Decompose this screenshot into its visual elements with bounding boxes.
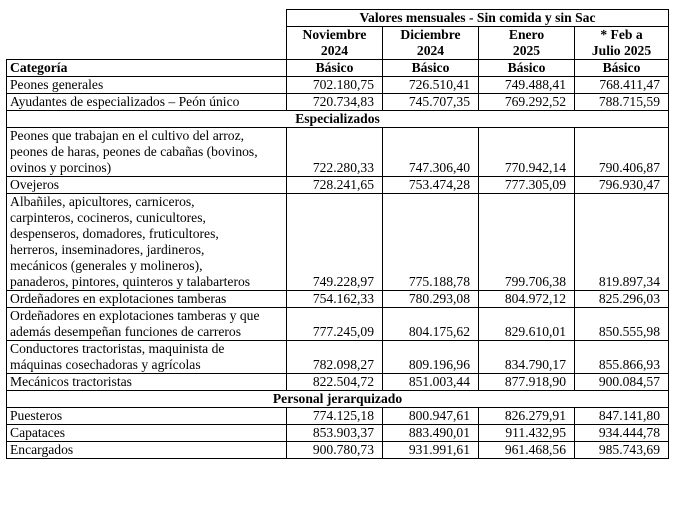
row-label-line: Ordeñadores en explotaciones tamberas <box>10 291 227 306</box>
period-header <box>383 27 479 60</box>
value-cell: 722.280,33 <box>287 128 383 177</box>
value-cell: 790.406,87 <box>575 128 669 177</box>
row-label <box>7 194 287 291</box>
value-cell: 796.930,47 <box>575 177 669 194</box>
value-cell: 900.084,57 <box>575 374 669 391</box>
row-label-line: Peones que trabajan en el cultivo del arroz, <box>10 128 245 143</box>
value-cell: 850.555,98 <box>575 308 669 341</box>
row-label-line: Ordeñadores en explotaciones tamberas y que <box>10 308 260 323</box>
table-row <box>7 291 669 308</box>
salary-table <box>6 9 669 459</box>
value-cell: 774.125,18 <box>287 408 383 425</box>
group-header: Valores mensuales - Sin comida y sin Sac <box>287 10 669 27</box>
row-label-line: además desempeñan funciones de carreros <box>10 324 241 339</box>
period-header-line: 2024 <box>320 43 349 58</box>
section-title: Especializados <box>7 111 669 128</box>
row-label <box>7 128 287 177</box>
basico-header: Básico <box>287 60 383 77</box>
row-label <box>7 408 287 425</box>
value-cell: 855.866,93 <box>575 341 669 374</box>
row-label-line: Peones generales <box>10 77 104 92</box>
salary-table-container <box>6 9 669 459</box>
row-label-line: Puesteros <box>10 408 63 423</box>
basico-header: Básico <box>575 60 669 77</box>
row-label <box>7 177 287 194</box>
row-label-line: ovinos y porcinos) <box>10 160 112 175</box>
value-cell: 853.903,37 <box>287 425 383 442</box>
category-header: Categoría <box>7 60 287 77</box>
value-cell: 961.468,56 <box>479 442 575 459</box>
value-cell: 800.947,61 <box>383 408 479 425</box>
value-cell: 834.790,17 <box>479 341 575 374</box>
table-row <box>7 194 669 291</box>
row-label-line: panaderos, pintores, quinteros y talabarteros <box>10 274 251 289</box>
row-label-line: peones de haras, peones de cabañas (bovinos, <box>10 144 258 159</box>
value-cell: 747.306,40 <box>383 128 479 177</box>
table-row <box>7 425 669 442</box>
column-label-row <box>7 60 669 77</box>
basico-header: Básico <box>479 60 575 77</box>
row-label-line: carpinteros, cocineros, cunicultores, <box>10 210 206 225</box>
table-row <box>7 341 669 374</box>
value-cell: 883.490,01 <box>383 425 479 442</box>
value-cell: 822.504,72 <box>287 374 383 391</box>
section-row <box>7 111 669 128</box>
value-cell: 754.162,33 <box>287 291 383 308</box>
row-label <box>7 425 287 442</box>
period-header-line: Noviembre <box>302 27 367 42</box>
period-header <box>287 27 383 60</box>
value-cell: 809.196,96 <box>383 341 479 374</box>
value-cell: 799.706,38 <box>479 194 575 291</box>
value-cell: 829.610,01 <box>479 308 575 341</box>
period-header-row <box>7 27 669 60</box>
period-header-line: 2025 <box>512 43 541 58</box>
table-row <box>7 177 669 194</box>
period-header-line: Enero <box>508 27 545 42</box>
value-cell: 900.780,73 <box>287 442 383 459</box>
table-row <box>7 308 669 341</box>
value-cell: 804.175,62 <box>383 308 479 341</box>
row-label-line: Ovejeros <box>10 177 60 192</box>
value-cell: 851.003,44 <box>383 374 479 391</box>
value-cell: 877.918,90 <box>479 374 575 391</box>
value-cell: 847.141,80 <box>575 408 669 425</box>
value-cell: 769.292,52 <box>479 94 575 111</box>
group-header-row <box>7 10 669 27</box>
row-label-line: máquinas cosechadoras y agrícolas <box>10 357 201 372</box>
row-label <box>7 341 287 374</box>
row-label <box>7 77 287 94</box>
row-label-line: Encargados <box>10 442 74 457</box>
row-label-line: herreros, inseminadores, jardineros, <box>10 242 205 257</box>
row-label-line: Mecánicos tractoristas <box>10 374 132 389</box>
row-label <box>7 94 287 111</box>
value-cell: 788.715,59 <box>575 94 669 111</box>
row-label <box>7 308 287 341</box>
row-label-line: Capataces <box>10 425 66 440</box>
value-cell: 934.444,78 <box>575 425 669 442</box>
table-row <box>7 408 669 425</box>
value-cell: 931.991,61 <box>383 442 479 459</box>
row-label-line: Albañiles, apicultores, carniceros, <box>10 194 195 209</box>
table-row <box>7 94 669 111</box>
value-cell: 768.411,47 <box>575 77 669 94</box>
value-cell: 825.296,03 <box>575 291 669 308</box>
row-label <box>7 291 287 308</box>
blank-cell <box>7 10 287 27</box>
value-cell: 726.510,41 <box>383 77 479 94</box>
value-cell: 753.474,28 <box>383 177 479 194</box>
value-cell: 804.972,12 <box>479 291 575 308</box>
value-cell: 777.305,09 <box>479 177 575 194</box>
value-cell: 745.707,35 <box>383 94 479 111</box>
row-label-line: Ayudantes de especializados – Peón único <box>10 94 240 109</box>
value-cell: 749.488,41 <box>479 77 575 94</box>
value-cell: 985.743,69 <box>575 442 669 459</box>
value-cell: 777.245,09 <box>287 308 383 341</box>
blank-cell <box>7 27 287 60</box>
period-header-line: Diciembre <box>400 27 461 42</box>
section-title: Personal jerarquizado <box>7 391 669 408</box>
value-cell: 826.279,91 <box>479 408 575 425</box>
row-label-line: mecánicos (generales y molineros), <box>10 258 203 273</box>
value-cell: 749.228,97 <box>287 194 383 291</box>
value-cell: 775.188,78 <box>383 194 479 291</box>
value-cell: 728.241,65 <box>287 177 383 194</box>
row-label-line: Conductores tractoristas, maquinista de <box>10 341 225 356</box>
table-row <box>7 77 669 94</box>
value-cell: 702.180,75 <box>287 77 383 94</box>
period-header <box>479 27 575 60</box>
period-header-line: Julio 2025 <box>591 43 652 58</box>
row-label-line: despenseros, domadores, fruticultores, <box>10 226 219 241</box>
period-header <box>575 27 669 60</box>
value-cell: 770.942,14 <box>479 128 575 177</box>
basico-header: Básico <box>383 60 479 77</box>
table-row <box>7 374 669 391</box>
section-row <box>7 391 669 408</box>
table-row <box>7 442 669 459</box>
period-header-line: * Feb a <box>600 27 643 42</box>
value-cell: 782.098,27 <box>287 341 383 374</box>
value-cell: 780.293,08 <box>383 291 479 308</box>
value-cell: 819.897,34 <box>575 194 669 291</box>
table-row <box>7 128 669 177</box>
value-cell: 911.432,95 <box>479 425 575 442</box>
period-header-line: 2024 <box>416 43 445 58</box>
row-label <box>7 442 287 459</box>
row-label <box>7 374 287 391</box>
value-cell: 720.734,83 <box>287 94 383 111</box>
